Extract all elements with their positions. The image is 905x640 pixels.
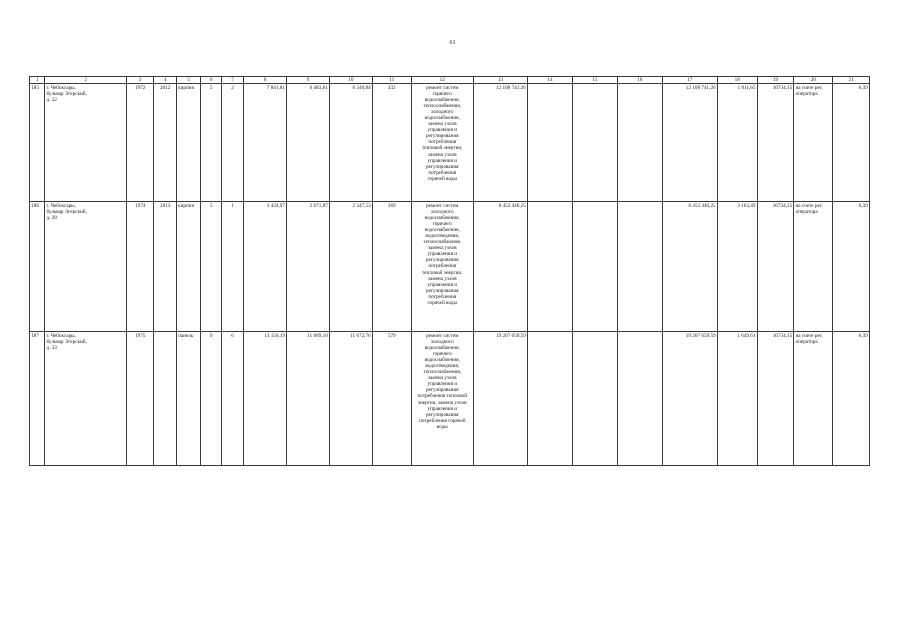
limit-cost-cell: 16734,15 [757,84,794,202]
header-cell: 10 [330,77,373,84]
header-cell: 7 [221,77,243,84]
year-built-cell: 1975 [126,332,154,466]
table-row [30,84,870,202]
address-cell: г. Чебоксары, бульвар Эгерский, д. 33 [45,332,127,466]
unit-cost-cell: 1 649,61 [717,332,757,466]
year-built-cell: 1972 [126,84,154,202]
total-area-cell: 13 150,19 [244,332,287,466]
header-cell: 9 [287,77,330,84]
empty-cell [527,332,572,466]
empty-cell [617,202,662,332]
table-row [30,202,870,332]
area-cell: 11 689,10 [287,332,330,466]
funding-method-cell: на счете рег. оператора [794,84,833,202]
total-area-cell: 7 841,81 [244,84,287,202]
area-cell: 6 483,81 [287,84,330,202]
empty-cell [572,84,617,202]
header-cell: 20 [794,77,833,84]
row-number: 185 [30,84,45,202]
area-cell: 2 671,87 [287,202,330,332]
entrances-cell: 2 [221,84,243,202]
header-cell: 13 [473,77,527,84]
total-area-cell: 3 434,97 [244,202,287,332]
header-cell: 19 [757,77,794,84]
header-cell: 1 [30,77,45,84]
empty-cell [572,202,617,332]
owners-cost-cell: 12 108 741,26 [662,84,717,202]
funding-method-cell: на счете рег. оператора [794,202,833,332]
row-number: 187 [30,332,45,466]
header-row [30,77,870,84]
value-cell: 6,39 [833,84,870,202]
header-cell: 8 [244,77,287,84]
wall-material-cell: панель [176,332,200,466]
empty-cell [527,202,572,332]
area-cell: 11 672,76 [330,332,373,466]
residents-cell: 432 [372,84,411,202]
header-cell: 5 [176,77,200,84]
empty-cell [527,84,572,202]
address-cell: г. Чебоксары, бульвар Эгерский, д. 22 [45,84,127,202]
residents-cell: 369 [372,202,411,332]
header-cell: 2 [45,77,127,84]
address-cell: г. Чебоксары, бульвар Эгерский, д. 28 [45,202,127,332]
header-cell: 6 [201,77,221,84]
header-cell: 21 [833,77,870,84]
floors-cell: 5 [201,202,221,332]
entrances-cell: 1 [221,202,243,332]
year-cell [154,332,176,466]
total-cost-cell: 19 267 659,59 [473,332,527,466]
header-cell: 4 [154,77,176,84]
header-cell: 17 [662,77,717,84]
entrances-cell: 6 [221,332,243,466]
works-cell: ремонт систем горячего водоснабжения, теплоснабжения, холодного водоснабжения, замена узлов управления и регулирования потребления тепловой энергии, замена узлов управления и регулирования потребления горячей воды [411,84,473,202]
limit-cost-cell: 16734,15 [757,332,794,466]
empty-cell [617,332,662,466]
floors-cell: 9 [201,332,221,466]
funding-method-cell: на счете рег. оператора [794,332,833,466]
floors-cell: 5 [201,84,221,202]
header-cell: 3 [126,77,154,84]
wall-material-cell: кирпич [176,84,200,202]
area-cell: 6 346,84 [330,84,373,202]
wall-material-cell: кирпич [176,202,200,332]
works-cell: ремонт систем холодного водоснабжения, горячего водоснабжения, водоотведения, теплоснабжения, замена узлов управления и регулирования потребления тепловой энергии, замена узлов управления и регулирования потребления горячей воды [411,202,473,332]
year-cell: 2013 [154,202,176,332]
empty-cell [617,84,662,202]
total-cost-cell: 8 452 446,25 [473,202,527,332]
empty-cell [572,332,617,466]
owners-cost-cell: 19 267 659,59 [662,332,717,466]
owners-cost-cell: 8 452 446,25 [662,202,717,332]
capital-repair-table [29,76,870,466]
unit-cost-cell: 1 811,65 [717,84,757,202]
unit-cost-cell: 3 163,49 [717,202,757,332]
header-cell: 15 [572,77,617,84]
table-row [30,332,870,466]
limit-cost-cell: 16734,15 [757,202,794,332]
header-cell: 18 [717,77,757,84]
header-cell: 12 [411,77,473,84]
residents-cell: 579 [372,332,411,466]
year-cell: 2012 [154,84,176,202]
works-cell: ремонт систем холодного водоснабжения, горячего водоснабжения, водоотведения, теплоснабжения, замена узлов управления и регулирования потребления тепловой энергии, замена узлов управления и регулирования потребления горячей воды [411,332,473,466]
header-cell: 16 [617,77,662,84]
area-cell: 2 347,53 [330,202,373,332]
header-cell: 14 [527,77,572,84]
header-cell: 11 [372,77,411,84]
year-built-cell: 1974 [126,202,154,332]
value-cell: 6,39 [833,202,870,332]
page-number: 61 [449,40,456,46]
row-number: 186 [30,202,45,332]
total-cost-cell: 12 108 741,26 [473,84,527,202]
value-cell: 6,39 [833,332,870,466]
